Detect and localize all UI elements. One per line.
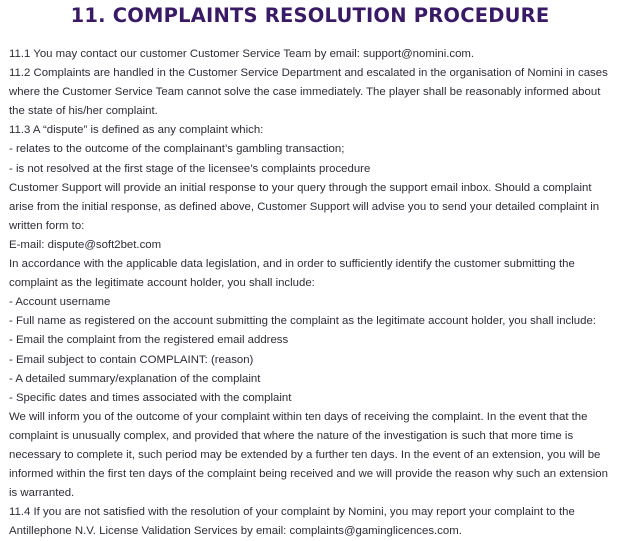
include-item-email-subject: - Email subject to contain COMPLAINT: (reason) — [9, 353, 254, 366]
dispute-email-label: E-mail: — [9, 238, 48, 251]
include-item-summary: - A detailed summary/explanation of the complaint — [9, 372, 261, 385]
paragraph-11-3: 11.3 A “dispute” is defined as any complaint which: — [9, 124, 264, 137]
dispute-email-link[interactable]: dispute@soft2bet.com — [47, 238, 162, 251]
support-email-link[interactable]: support@nomini.com — [363, 48, 471, 60]
outcome-paragraph: We will inform you of the outcome of your complaint within ten days of receiving the complaint. In the event that the complaint is unusually complex, and provided that where the nature of the investigation is such that more time is necessary to complete it, such period may be extended by a further ten days. In the event of an extension, you will be informed within the first ten days of the complaint being received and we will provide the reason why such an extension is warranted. — [9, 410, 608, 500]
paragraph-11-4-end: . — [458, 525, 462, 538]
complaints-email-link[interactable]: complaints@gaminglicences.com — [289, 525, 459, 538]
paragraph-11-1-text: 11.1 You may contact our customer Customer Service Team by email: — [9, 48, 364, 60]
paragraph-11-1-end: . — [470, 48, 475, 60]
include-item-dates: - Specific dates and times associated with the complaint — [9, 391, 292, 404]
legislation-paragraph: In accordance with the applicable data legislation, and in order to sufficiently identify the customer submitting the complaint as the legitimate account holder, you shall include: — [9, 258, 575, 290]
section-body — [9, 45, 613, 541]
section-title: 11. COMPLAINTS RESOLUTION PROCEDURE — [70, 4, 550, 27]
paragraph-11-2: 11.2 Complaints are handled in the Customer Service Department and escalated in the organisation of Nomini in cases where the Customer Service Team cannot solve the case immediately. The player shall be reasonably informed about the state of his/her complaint. — [9, 67, 608, 118]
paragraph-11-1 — [9, 45, 613, 64]
include-item-registered-email: - Email the complaint from the registered email address — [9, 334, 289, 347]
dispute-criterion-1: - relates to the outcome of the complainant’s gambling transaction; — [9, 143, 345, 156]
dispute-criterion-2: - is not resolved at the first stage of the licensee’s complaints procedure — [9, 162, 371, 175]
include-item-username: - Account username — [9, 296, 111, 309]
paragraph-11-4-text: 11.4 If you are not satisfied with the resolution of your complaint by Nomini, you may report your complaint to the Antillephone N.V. License Validation Services by email: — [9, 506, 575, 538]
paragraph-11-4 — [9, 503, 613, 541]
dispute-email-line — [9, 236, 613, 255]
support-response-paragraph: Customer Support will provide an initial response to your query through the support email inbox. Should a complaint arise from the initial response, as defined above, Customer Support will advise you to send your detailed complaint in written form to: — [9, 181, 600, 232]
include-item-full-name: - Full name as registered on the account submitting the complaint as the legitimate account holder, you shall include: — [9, 315, 596, 328]
